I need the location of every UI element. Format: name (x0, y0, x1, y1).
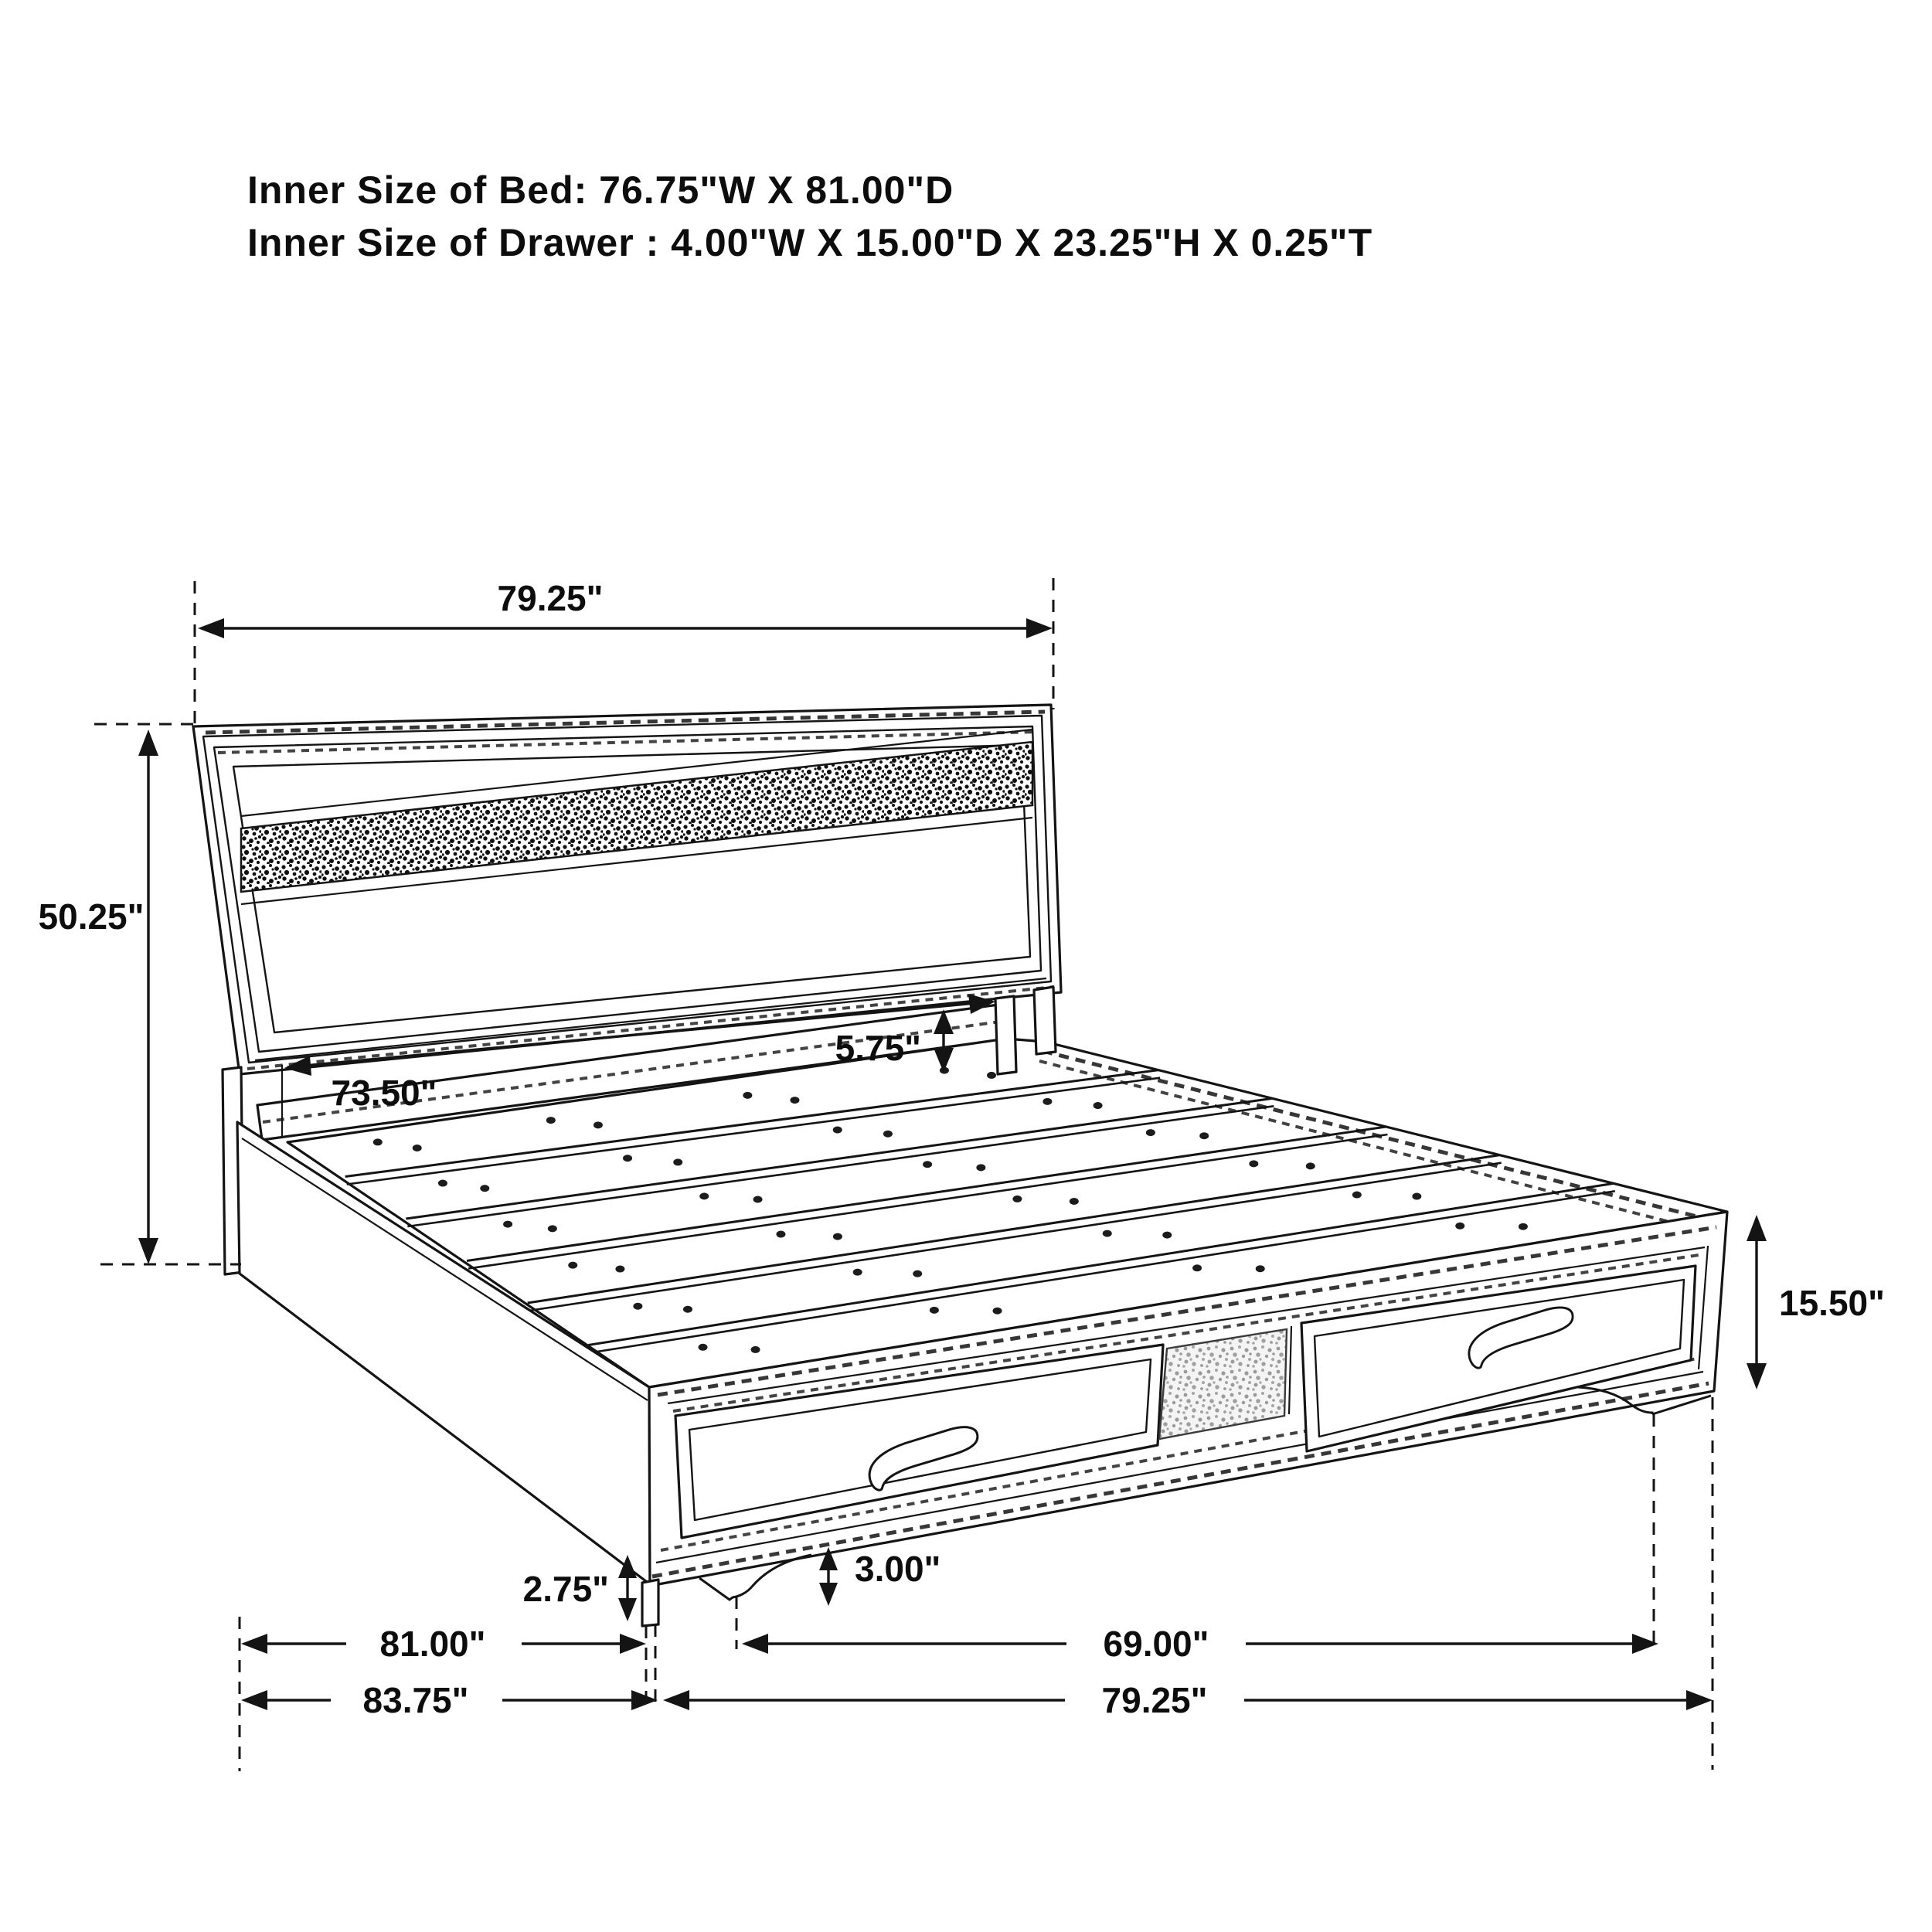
dim-label-headboard-inner-width: 73.50" (331, 1073, 437, 1113)
dim-label-headboard-height: 50.25" (38, 896, 145, 937)
headboard-post-right (1034, 987, 1056, 1054)
inner-size-of-bed-text: Inner Size of Bed: 76.75"W X 81.00"D (247, 168, 954, 212)
dim-label-footboard-width: 79.25" (1101, 1680, 1208, 1720)
dim-label-total-length: 83.75" (362, 1680, 469, 1720)
dim-label-drawer-span: 69.00" (1103, 1624, 1209, 1664)
dim-label-inner-length: 81.00" (379, 1624, 486, 1664)
dim-label-foot-clearance: 3.00" (855, 1549, 941, 1589)
dim-label-rail-height: 5.75" (835, 1028, 921, 1068)
inner-size-of-drawer-text: Inner Size of Drawer : 4.00"W X 15.00"D X 23.25"H X 0.25"T (247, 221, 1373, 264)
headboard-post-left (995, 996, 1016, 1074)
footboard-left-leg (642, 1580, 658, 1626)
dim-label-left-leg-clearance: 2.75" (522, 1569, 609, 1609)
dim-label-footboard-height: 15.50" (1779, 1283, 1885, 1323)
dim-label-headboard-width: 79.25" (497, 578, 604, 618)
